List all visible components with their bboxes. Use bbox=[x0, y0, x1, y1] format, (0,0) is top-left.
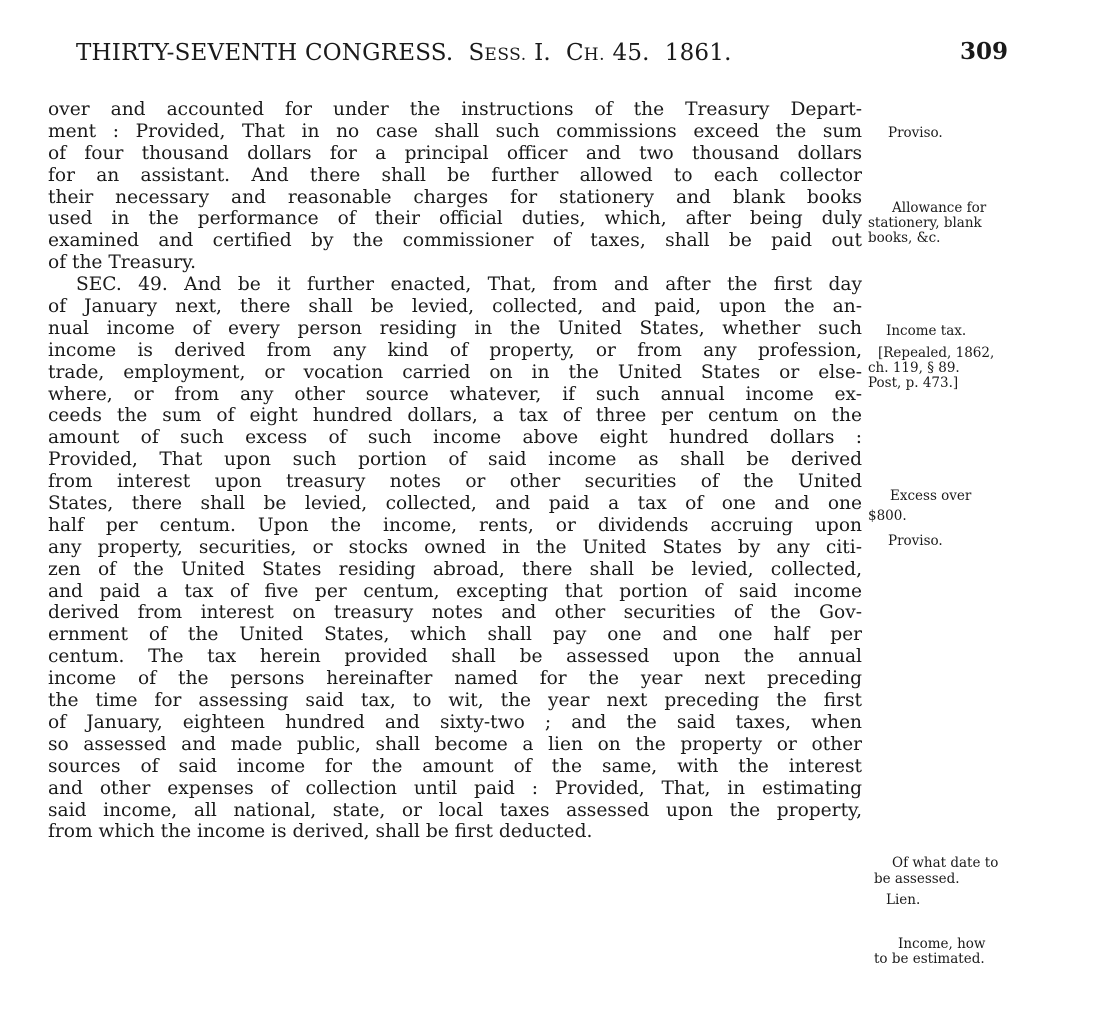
text-line: States, there shall be levied, collected, and paid a tax of one and one bbox=[48, 493, 862, 515]
text-line: for an assistant. And there shall be further allowed to each collector bbox=[48, 164, 862, 186]
chapter-abbrev: H. bbox=[583, 45, 605, 65]
text-line: of January next, there shall be levied, collected, and paid, upon the an- bbox=[48, 296, 862, 318]
text-line: ceeds the sum of eight hundred dollars, a tax of three per centum on the bbox=[48, 405, 862, 427]
text-line: zen of the United States residing abroad, there shall be levied, collected, bbox=[48, 558, 862, 580]
text-line: trade, employment, or vocation carried on in the United States or else- bbox=[48, 361, 862, 383]
text-line: used in the performance of their official duties, which, after being duly bbox=[48, 208, 862, 230]
text-line: over and accounted for under the instructions of the Treasury Depart- bbox=[48, 99, 862, 120]
text-line: any property, securities, or stocks owned in the United States by any citi- bbox=[48, 536, 862, 558]
year: 1861. bbox=[664, 40, 732, 66]
margin-note: books, &c. bbox=[868, 230, 941, 246]
text-line: and paid a tax of five per centum, excepting that portion of said income bbox=[48, 580, 862, 602]
running-title bbox=[76, 40, 732, 66]
margin-note: Post, p. 473.] bbox=[868, 375, 959, 391]
margin-note: ch. 119, § 89. bbox=[868, 360, 960, 376]
margin-note: Excess over bbox=[890, 488, 972, 504]
session-initial: S bbox=[468, 40, 485, 66]
margin-note: stationery, blank bbox=[868, 215, 982, 231]
margin-note: $800. bbox=[868, 508, 907, 524]
text-line: of the Treasury. bbox=[48, 252, 197, 274]
text-line: and other expenses of collection until paid : Provided, That, in estimating bbox=[48, 777, 862, 799]
margin-note: Of what date to bbox=[892, 855, 999, 871]
chapter-initial: C bbox=[565, 40, 584, 66]
margin-note: Allowance for bbox=[892, 200, 987, 216]
text-line: of four thousand dollars for a principal officer and two thousand dollars bbox=[48, 142, 862, 164]
text-line: ment : Provided, That in no case shall such commissions exceed the sum bbox=[48, 120, 862, 142]
margin-note: Income tax. bbox=[886, 323, 967, 339]
text-line: the time for assessing said tax, to wit, the year next preceding the first bbox=[48, 690, 862, 712]
text-line: derived from interest on treasury notes and other securities of the Gov- bbox=[48, 602, 862, 624]
margin-note: Lien. bbox=[886, 892, 921, 908]
margin-note: [Repealed, 1862, bbox=[878, 345, 995, 361]
text-line: said income, all national, state, or local taxes assessed upon the property, bbox=[48, 799, 862, 821]
page-number: 309 bbox=[959, 38, 1008, 65]
text-line: amount of such excess of such income above eight hundred dollars : bbox=[48, 427, 862, 449]
statute-text bbox=[48, 99, 862, 843]
text-line: so assessed and made public, shall become a lien on the property or other bbox=[48, 733, 862, 755]
text-line: from interest upon treasury notes or other securities of the United bbox=[48, 471, 862, 493]
text-line: where, or from any other source whatever, if such annual income ex- bbox=[48, 383, 862, 405]
session-number: I. bbox=[534, 40, 551, 66]
text-line: half per centum. Upon the income, rents, or dividends accruing upon bbox=[48, 514, 862, 536]
margin-note: Proviso. bbox=[888, 125, 943, 141]
text-line: centum. The tax herein provided shall be assessed upon the annual bbox=[48, 646, 862, 668]
margin-note: to be estimated. bbox=[874, 951, 985, 967]
text-line: nual income of every person residing in the United States, whether such bbox=[48, 317, 862, 339]
section-start-line: SEC. 49. And be it further enacted, That, from and after the first day bbox=[76, 274, 862, 296]
congress-title: THIRTY-SEVENTH CONGRESS. bbox=[76, 40, 454, 66]
text-line: their necessary and reasonable charges for stationery and blank books bbox=[48, 186, 862, 208]
text-line: from which the income is derived, shall be first deducted. bbox=[48, 821, 593, 843]
text-line: ernment of the United States, which shall pay one and one half per bbox=[48, 624, 862, 646]
text-line: Provided, That upon such portion of said income as shall be derived bbox=[48, 449, 862, 471]
text-line: examined and certified by the commissioner of taxes, shall be paid out bbox=[48, 230, 862, 252]
text-line: of January, eighteen hundred and sixty-two ; and the said taxes, when bbox=[48, 711, 862, 733]
page-header bbox=[76, 40, 1026, 74]
text-line: income of the persons hereinafter named for the year next preceding bbox=[48, 668, 862, 690]
text-line: income is derived from any kind of property, or from any profession, bbox=[48, 339, 862, 361]
chapter-number: 45. bbox=[612, 40, 650, 66]
margin-note: be assessed. bbox=[874, 871, 960, 887]
session-abbrev: ESS. bbox=[484, 45, 527, 65]
margin-note: Proviso. bbox=[888, 533, 943, 549]
margin-note: Income, how bbox=[898, 936, 986, 952]
text-line: sources of said income for the amount of the same, with the interest bbox=[48, 755, 862, 777]
